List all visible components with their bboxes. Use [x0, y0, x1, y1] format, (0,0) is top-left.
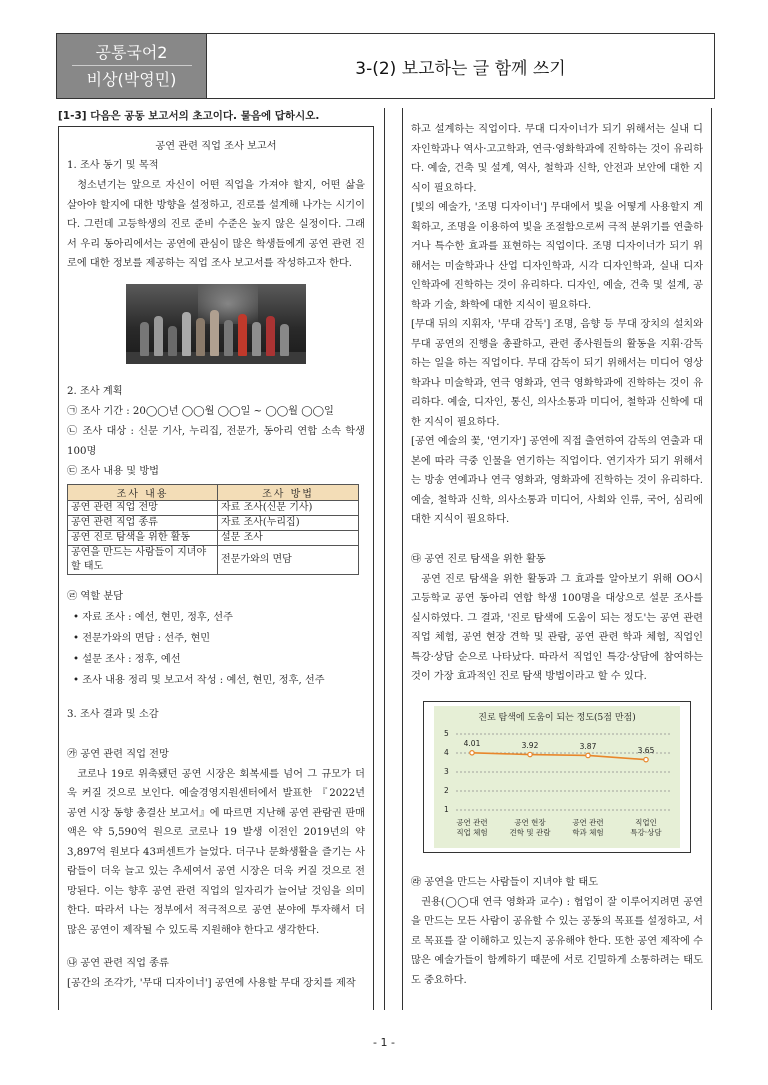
x-tick-label [446, 818, 498, 838]
table-header-method: 조사 방법 [218, 484, 359, 500]
x-tick-label [620, 818, 672, 838]
chart-data-point [470, 750, 474, 754]
table-row [68, 545, 359, 574]
y-tick-label: 1 [444, 804, 449, 814]
subject-name: 공통국어2 [95, 42, 168, 62]
section-3-heading: 3. 조사 결과 및 소감 [67, 708, 159, 720]
actor: [공연 예술의 꽃, '연기자'] 공연에 직접 출연하여 감독의 연출과 대본에 따라 극중 인물을 연기하는 직업이다. 연기자가 되기 위해서는 방송 연예과나 연극 영화과, 영화과에 진학하는 것이 유리하다. 예술, 철학과 신학, 의사소통과 미디어, 사회와 인류, 국어, 심리에 대한 지식이 필요하다. [411, 436, 703, 525]
survey-period: ㉠ 조사 기간 : 20◯◯년 ◯◯월 ◯◯일 ~ ◯◯월 ◯◯일 [67, 405, 334, 417]
attitude-heading: ㉱ 공연을 만드는 사람들이 지녀야 할 태도 [411, 876, 599, 888]
x-tick-label [562, 818, 614, 838]
chart-data-point [586, 753, 590, 757]
x-tick-label-line: 직업인 [635, 817, 657, 827]
report-title: 공연 관련 직업 조사 보고서 [155, 141, 277, 152]
subject-block [57, 34, 207, 98]
activity-heading: ㉰ 공연 진로 탐색을 위한 활동 [411, 553, 546, 565]
table-row [68, 515, 359, 530]
x-tick-label [504, 818, 556, 838]
x-tick-label-line: 특강·상담 [630, 827, 662, 837]
chart-title: 진로 탐색에 도움이 되는 정도(5점 만점) [478, 712, 636, 723]
report-left-column [58, 126, 374, 1010]
section-1-heading: 1. 조사 동기 및 목적 [67, 160, 159, 171]
stage-director: [무대 뒤의 지휘자, '무대 감독'] 조명, 음향 등 무대 장치의 설치와 무대 공연의 진행을 총괄하고, 관련 종사원들의 활동을 지휘·감독하는 일을 하는 직업이다. 무대 감독이 되기 위해서는 미디어 영상학과나 미술학과, 연극 영화과, 연극 영화학과에 진학하는 것이 유리하다. 예술, 디자인, 통신, 의사소통과 미디어, 철학과 신학에 대한 지식이 필요하다. [411, 319, 703, 428]
column-divider [384, 108, 385, 1010]
outlook-heading: ㉮ 공연 관련 직업 전망 [67, 748, 169, 760]
x-tick-label-line: 견학 및 관람 [509, 827, 551, 837]
table-cell: 공연 관련 직업 종류 [68, 515, 218, 530]
lighting-designer: [빛의 예술가, '조명 디자이너'] 무대에서 빛을 어떻게 사용할지 계획하고, 조명을 이용하여 빛을 조절함으로써 극적 분위기를 연출하거나 특수한 효과를 표현하는 직업이다. 조명 디자이너가 되기 위해서는 미술학과나 산업 디자인학과, 시각 디자인학과, 실내 디자인학과에 진학하는 것이 유리하다. 디자인, 예술, 건축 및 설계, 공학과 기술, 화학에 대한 지식이 필요하다. [411, 202, 703, 311]
table-cell: 공연 관련 직업 전망 [68, 500, 218, 515]
list-item: • 전문가와의 면담 : 선주, 현민 [67, 628, 365, 649]
y-tick-label: 2 [444, 785, 449, 795]
career-chart [423, 701, 691, 853]
page-number: - 1 - [373, 1036, 395, 1049]
table-cell: 자료 조사(신문 기사) [218, 500, 359, 515]
chart-data-point [644, 757, 648, 761]
chart-plot-area [434, 706, 680, 848]
chart-data-point [528, 752, 532, 756]
chart-data-label: 4.01 [463, 739, 481, 749]
kinds-body-right: 하고 설계하는 직업이다. 무대 디자이너가 되기 위해서는 실내 디자인학과나 역사·고고학과, 연극·영화학과에 진학하는 것이 유리하다. 예술, 건축 및 설계, 역사, 철학과 신학, 안전과 보안에 대한 지식이 필요하다. [411, 124, 703, 194]
survey-target: ㉡ 조사 대상 : 신문 기사, 누리집, 전문가, 동아리 연합 소속 학생 100명 [67, 425, 365, 457]
attitude-body: 권용(◯◯대 연극 영화과 교수) : 협업이 잘 이루어지려면 공연을 만드는 모든 사람이 공유할 수 있는 공동의 목표를 설정하고, 서로 목표를 잘 이해하고 있는지 공유해야 한다. 또한 공연 제작에 수많은 예술가들이 함께하기 때문에 서로 긴밀하게 소통하려는 태도도 중요하다. [411, 896, 703, 986]
y-tick-label: 3 [444, 766, 449, 776]
x-tick-label-line: 직업 체험 [456, 827, 488, 837]
table-cell: 공연 진로 탐색을 위한 활동 [68, 530, 218, 545]
table-cell: 설문 조사 [218, 530, 359, 545]
table-row [68, 500, 359, 515]
activity-body: 공연 진로 탐색을 위한 활동과 그 효과를 알아보기 위해 OO시 고등학교 공연 동아리 연합 학생 100명을 대상으로 설문 조사를 실시하였다. 그 결과, '진로 탐색에 도움이 되는 정도'는 공연 관련 직업 체험, 공연 현장 견학 및 관람, 공연 관련 학과 체험, 직업인 특강·상담 순으로 나타났다. 따라서 직업인 특강·상담에 참여하는 것이 가장 효과적인 진로 탐색 방법이라고 할 수 있다. [411, 573, 703, 682]
section-1-body: 청소년기는 앞으로 자신이 어떤 직업을 가져야 할지, 어떤 삶을 살아야 할지에 대한 방향을 설정하고, 진로를 설계해 나가는 시기이다. 그런데 고등학생의 진로 준비 수준은 높지 않은 실정이다. 그래서 우리 동아리에서는 공연에 관심이 많은 학생들에게 공연 관련 진로에 대한 정보를 제공하는 직업 조사 보고서를 작성하고자 한다. [67, 180, 365, 269]
survey-plan-table [67, 484, 359, 575]
roles-heading: ㉣ 역할 분담 [67, 590, 124, 602]
table-cell: 자료 조사(누리집) [218, 515, 359, 530]
performance-photo [126, 284, 306, 364]
table-row [68, 530, 359, 545]
chart-data-label: 3.87 [579, 741, 597, 751]
table-cell: 전문가와의 면담 [218, 545, 359, 574]
section-2-heading: 2. 조사 계획 [67, 385, 123, 397]
table-cell: 공연을 만드는 사람들이 지녀야 할 태도 [68, 545, 218, 574]
page-header [56, 33, 715, 99]
y-tick-label: 5 [444, 728, 449, 738]
chart-data-label: 3.92 [521, 741, 539, 751]
x-tick-label-line: 학과 체험 [572, 827, 604, 837]
kinds-body-left: [공간의 조각가, '무대 디자이너'] 공연에 사용할 무대 장치를 제작 [67, 978, 356, 989]
question-prompt: [1-3] 다음은 공동 보고서의 초고이다. 물음에 답하시오. [58, 110, 320, 122]
list-item: • 조사 내용 정리 및 보고서 작성 : 예선, 현민, 정후, 선주 [67, 670, 365, 691]
publisher-name: 비상(박영민) [72, 65, 192, 92]
chart-series-line [472, 752, 646, 759]
x-tick-label-line: 공연 관련 [572, 817, 604, 827]
chart-data-label: 3.65 [637, 746, 655, 756]
unit-title: 3-(2) 보고하는 글 함께 쓰기 [355, 58, 566, 79]
list-item: • 자료 조사 : 예선, 현민, 정후, 선주 [67, 607, 365, 628]
table-header-content: 조사 내용 [68, 484, 218, 500]
content-method-heading: ㉢ 조사 내용 및 방법 [67, 465, 160, 477]
x-tick-label-line: 공연 현장 [514, 817, 546, 827]
list-item: • 설문 조사 : 정후, 예선 [67, 649, 365, 670]
outlook-body: 코로나 19로 위축됐던 공연 시장은 회복세를 넘어 그 규모가 더욱 커질 것으로 보인다. 예술경영지원센터에서 발표한 『2022년 공연 시장 동향 총결산 보고서』에 따르면 지난해 공연 관람권 판매액은 약 5,590억 원으로 코로나 19 발생 이전인 2019년의 약 3,897억 원보다 43퍼센트가 늘었다. 더구나 문화생활을 즐기는 사람들이 더욱 늘고 있는 추세여서 공연 시장은 더욱 커질 것으로 전망된다. 이는 향후 공연 관련 직업의 일자리가 늘어날 것임을 의미한다. 따라서 나는 정부에서 적극적으로 공연 분야에 투자해서 더 많은 공연이 제작될 수 있도록 지원해야 한다고 생각한다. [67, 768, 365, 936]
x-tick-label-line: 공연 관련 [456, 817, 488, 827]
y-tick-label: 4 [444, 747, 449, 757]
report-right-column [402, 108, 712, 1010]
kinds-heading: ㉯ 공연 관련 직업 종류 [67, 958, 169, 969]
